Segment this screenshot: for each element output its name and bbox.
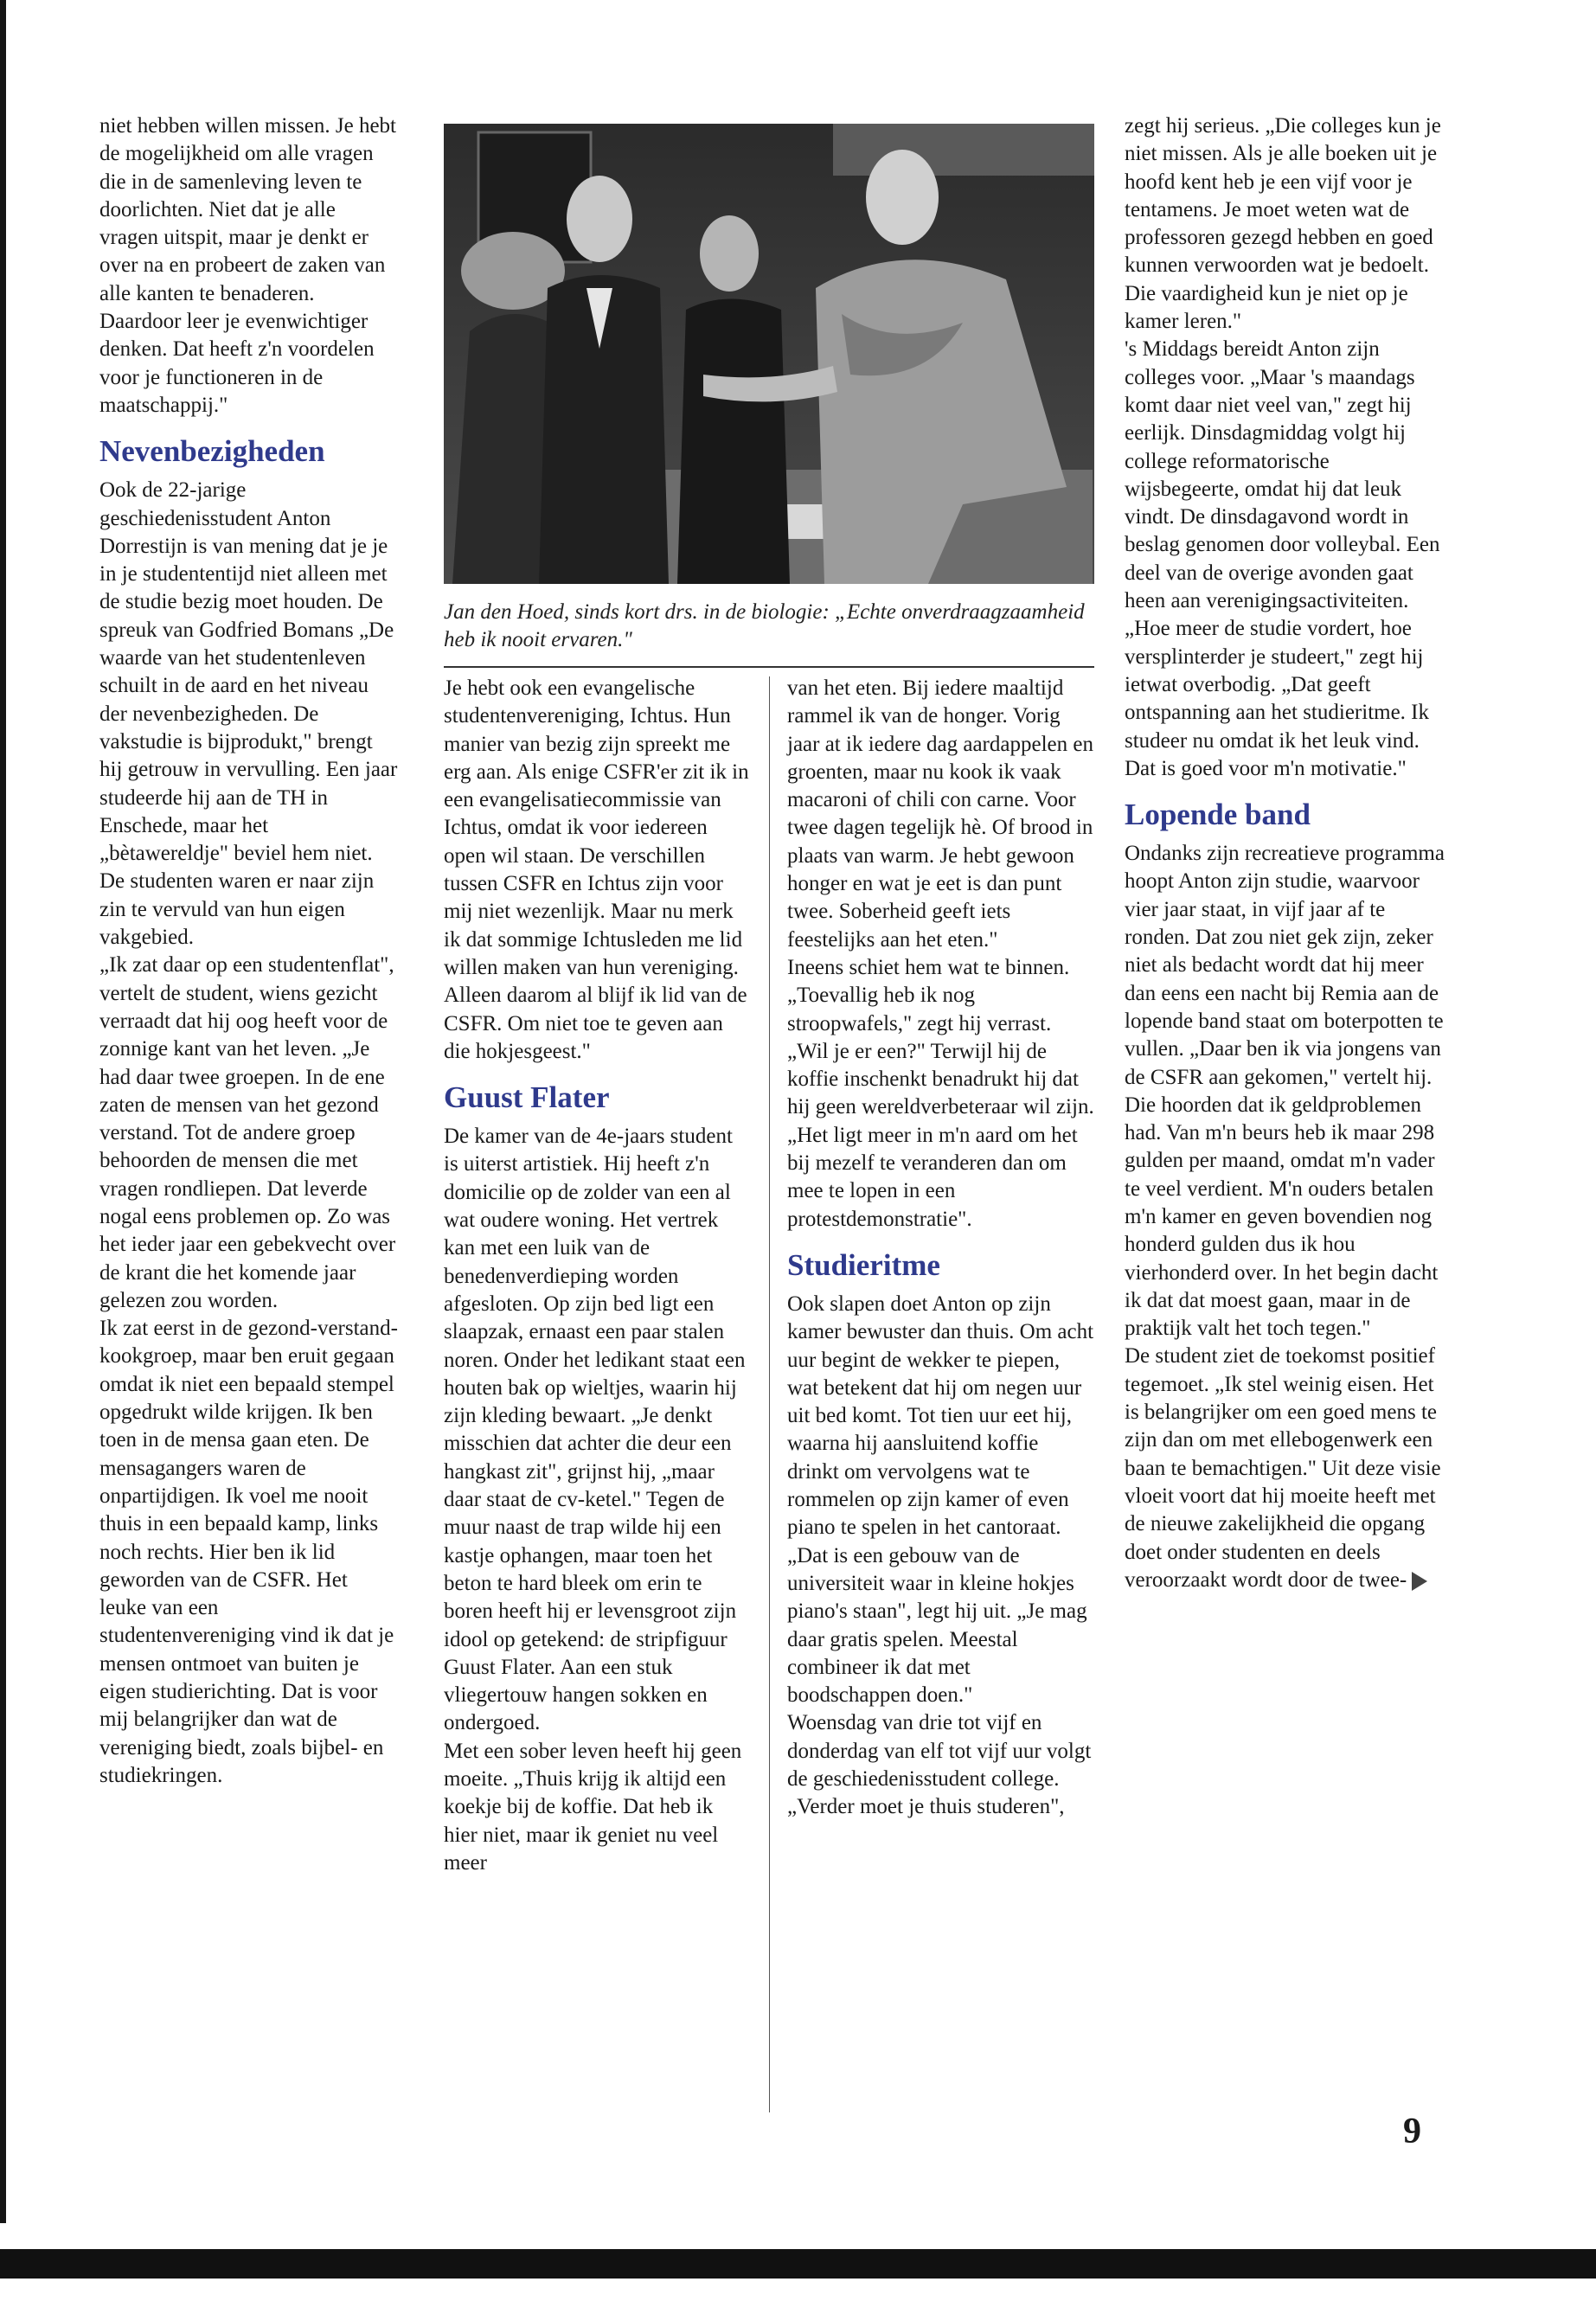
paragraph: niet hebben willen missen. Je hebt de mogelijkheid om alle vragen die in de samenleving leven te doorlichten. Niet dat je alle vragen uitspit, maar je denkt er over na en probeert de zaken van alle kanten te benaderen. Daardoor leer je evenwichtiger denken. Dat heeft z'n voordelen voor je functioneren in de maatschappij." <box>99 114 396 417</box>
paragraph-text: De student ziet de toekomst positief tegemoet. „Ik stel weinig eisen. Het is belangrijker om een goed mens te zijn dan om met ellebogenwerk een baan te bemachtigen." Uit deze visie vloeit voort dat hij moeite heeft met de nieuwe zakelijkheid die opgang doet onder studenten en deels veroorzaakt wordt door de twee- <box>1125 1344 1441 1592</box>
column-divider <box>769 676 770 2112</box>
section-heading-lopende-band: Lopende band <box>1125 798 1311 832</box>
paragraph: Je hebt ook een evangelische studentenvereniging, Ichtus. Hun manier van bezig zijn spreekt me erg aan. Als enige CSFR'er zit ik in een evangelisatiecommissie van Ichtus, omdat ik voor iedereen open wil staan. De verschillen tussen CSFR en Ichtus zijn voor mij niet wezenlijk. Maar nu merk ik dat sommige Ichtusleden me lid willen maken van hun vereniging. Alleen daarom al blijf ik lid van de CSFR. Om niet toe te geven aan die hokjesgeest." <box>444 676 749 1063</box>
paragraph: Met een sober leven heeft hij geen moeite. „Thuis krijg ik altijd een koekje bij de koffie. Dat heb ik hier niet, maar ik geniet nu veel meer <box>444 1739 742 1875</box>
paragraph: Ook de 22-jarige geschiedenisstudent Anton Dorrestijn is van mening dat je je in je studententijd niet alleen met de studie bezig moet houden. De spreuk van Godfried Bomans „De waarde van het studentenleven schuilt in de aard en het niveau der nevenbezigheden. De vakstudie is bijprodukt," brengt hij getrouw in vervulling. Een jaar studeerde hij aan de TH in Enschede, maar het „bètawereldje" beviel hem niet. De studenten waren er naar zijn zin te vervuld van hun eigen vakgebied. <box>99 478 398 950</box>
photo-illustration <box>444 124 1094 584</box>
paragraph: zegt hij serieus. „Die colleges kun je niet missen. Als je alle boeken uit je hoofd kent heb je een vijf voor je tentamens. Je moet weten wat de professoren gezegd hebben en goed kunnen verwoorden wat je bedoelt. Die vaardigheid kun je niet op je kamer leren." <box>1125 114 1441 334</box>
article-column-4 <box>1125 112 1445 1594</box>
paragraph: 's Middags bereidt Anton zijn colleges voor. „Maar 's maandags komt daar niet veel van," zegt hij eerlijk. Dinsdagmiddag volgt hij college reformatorische wijsbegeerte, omdat hij dat leuk vindt. De dinsdagavond wordt in beslag genomen door volleybal. Een deel van de overige avonden gaat heen aan verenigingsactiviteiten. „Hoe meer de studie vordert, hoe versplinterder je studeert," zegt hij ietwat overbodig. „Dat geeft ontspanning aan het studieritme. Ik studeer nu omdat ik het leuk vind. Dat is goed voor m'n motivatie." <box>1125 337 1440 780</box>
paragraph: Ineens schiet hem wat te binnen. „Toevallig heb ik nog stroopwafels," zegt hij verrast. „Wil je er een?" Terwijl hij de koffie inschenkt benadrukt hij dat hij geen wereldverbeteraar wil zijn. „Het ligt meer in m'n aard om het bij mezelf te veranderen dan om mee te lopen in een protestdemonstratie". <box>787 955 1094 1231</box>
photo-caption: Jan den Hoed, sinds kort drs. in de biologie: „Echte onverdraagzaamheid heb ik nooit ervaren." <box>444 600 1085 651</box>
paragraph: Woensdag van drie tot vijf en donderdag van elf tot vijf uur volgt de geschiedenisstudent college. „Verder moet je thuis studeren", <box>787 1711 1092 1819</box>
article-photo <box>444 124 1094 584</box>
paragraph: De kamer van de 4e-jaars student is uiterst artistiek. Hij heeft z'n domicilie op de zolder van een al wat oudere woning. Het vertrek kan met een luik van de benedenverdieping worden afgesloten. Op zijn bed ligt een slaapzak, ernaast een paar stalen noren. Onder het ledikant staat een houten bak op wieltjes, waarin hij zijn kleding bewaart. „Je denkt misschien dat achter die deur een hangkast zit", grijnst hij, „maar daar staat de cv-ketel." Tegen de muur naast de trap wilde hij een kastje ophangen, maar toen het beton te hard bleek om erin te boren heeft hij er levensgroot zijn idool op getekend: de stripfiguur Guust Flater. Aan een stuk vliegertouw hangen sokken en ondergoed. <box>444 1125 746 1735</box>
footer-bar <box>0 2249 1596 2279</box>
paragraph: Ik zat eerst in de gezond-verstand-kookgroep, maar ben eruit gegaan omdat ik niet een bepaald stempel opgedrukt wilde krijgen. Ik ben toen in de mensa gaan eten. De mensagangers waren de onpartijdigen. Ik voel me nooit thuis in een bepaald kamp, links noch rechts. Hier ben ik lid geworden van de CSFR. Het leuke van een studentenvereniging vind ik dat je mensen ontmoet van buiten je eigen studierichting. Dat is voor mij belangrijker dan wat de vereniging biedt, zoals bijbel- en studiekringen. <box>99 1317 398 1787</box>
scan-edge-bar <box>0 0 6 2223</box>
article-column-2 <box>444 675 751 1877</box>
section-heading-guust-flater: Guust Flater <box>444 1080 610 1115</box>
article-column-1 <box>99 112 398 1790</box>
paragraph: „Ik zat daar op een studentenflat", vertelt de student, wiens gezicht verraadt dat hij oog heeft voor de zonnige kant van het leven. „Je had daar twee groepen. In de ene zaten de mensen van het gezond verstand. Tot de andere groep behoorden de mensen die met vragen rondliepen. Dat leverde nogal eens problemen op. Zo was het ieder jaar een gebekvecht over de krant die het komende jaar gelezen zou worden. <box>99 953 396 1312</box>
page-number: 9 <box>1403 2112 1421 2151</box>
article-column-3 <box>787 675 1094 1822</box>
section-heading-nevenbezigheden: Nevenbezigheden <box>99 434 325 469</box>
paragraph: Ondanks zijn recreatieve programma hoopt Anton zijn studie, waarvoor vier jaar staat, in vijf jaar af te ronden. Dat zou niet gek zijn, zeker niet als bedacht wordt dat hij meer dan eens een nacht bij Remia aan de lopende band staat om boterpotten te vullen. „Daar ben ik via jongens van de CSFR aan gekomen," vertelt hij. Die hoorden dat ik geldproblemen had. Van m'n beurs heb ik maar 298 gulden per maand, omdat m'n vader te veel verdient. M'n ouders betalen m'n kamer en geven bovendien nog honderd gulden dus ik hou vierhonderd over. In het begin dacht ik dat dat moest gaan, maar in de praktijk valt het toch tegen." <box>1125 842 1445 1341</box>
paragraph: van het eten. Bij iedere maaltijd rammel ik van de honger. Vorig jaar at ik iedere dag aardappelen en groenten, maar nu kook ik vaak macaroni of chili con carne. Voor twee dagen tegelijk hè. Of brood in plaats van warm. Je hebt gewoon honger en wat je eet is dan punt twee. Soberheid geeft iets feestelijks aan het eten." <box>787 676 1093 952</box>
continue-arrow-icon <box>1412 1572 1427 1591</box>
paragraph: Ook slapen doet Anton op zijn kamer bewuster dan thuis. Om acht uur begint de wekker te piepen, wat betekent dat hij om negen uur uit bed komt. Tot tien uur eet hij, waarna hij aansluitend koffie drinkt om vervolgens wat te rommelen op zijn kamer of even piano te spelen in het cantoraat. „Dat is een gebouw van de universiteit waar in kleine hokjes piano's staan", legt hij uit. „Je mag daar gratis spelen. Meestal combineer ik dat met boodschappen doen." <box>787 1292 1094 1708</box>
section-heading-studieritme: Studieritme <box>787 1247 940 1282</box>
caption-divider <box>444 666 1094 668</box>
paragraph <box>1125 1343 1445 1594</box>
